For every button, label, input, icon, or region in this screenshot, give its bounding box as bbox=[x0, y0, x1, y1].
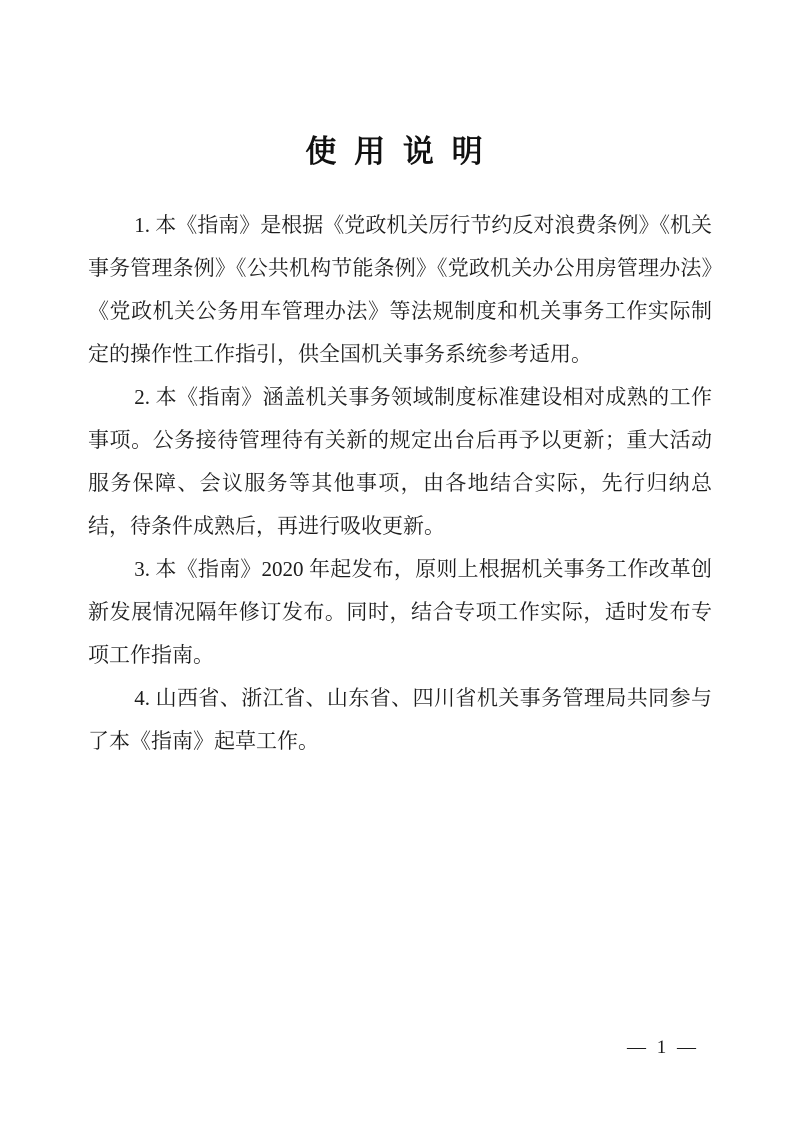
paragraph-4: 4. 山西省、浙江省、山东省、四川省机关事务管理局共同参与了本《指南》起草工作。 bbox=[88, 686, 712, 753]
paragraph-3: 3. 本《指南》2020 年起发布，原则上根据机关事务工作改革创新发展情况隔年修订发布。同时，结合专项工作实际，适时发布专项工作指南。 bbox=[88, 557, 712, 667]
paragraph-1: 1. 本《指南》是根据《党政机关厉行节约反对浪费条例》《机关事务管理条例》《公共机构节能条例》《党政机关办公用房管理办法》《党政机关公务用车管理办法》等法规制度和机关事务工作实际制定的操作性工作指引，供全国机关事务系统参考适用。 bbox=[88, 213, 712, 366]
document-body bbox=[88, 204, 712, 763]
page-title: 使 用 说 明 bbox=[305, 134, 488, 169]
paragraph-2: 2. 本《指南》涵盖机关事务领域制度标准建设相对成熟的工作事项。公务接待管理待有关新的规定出台后再予以更新；重大活动服务保障、会议服务等其他事项，由各地结合实际，先行归纳总结，待条件成熟后，再进行吸收更新。 bbox=[88, 385, 712, 538]
page-number: — 1 — bbox=[627, 1037, 699, 1058]
